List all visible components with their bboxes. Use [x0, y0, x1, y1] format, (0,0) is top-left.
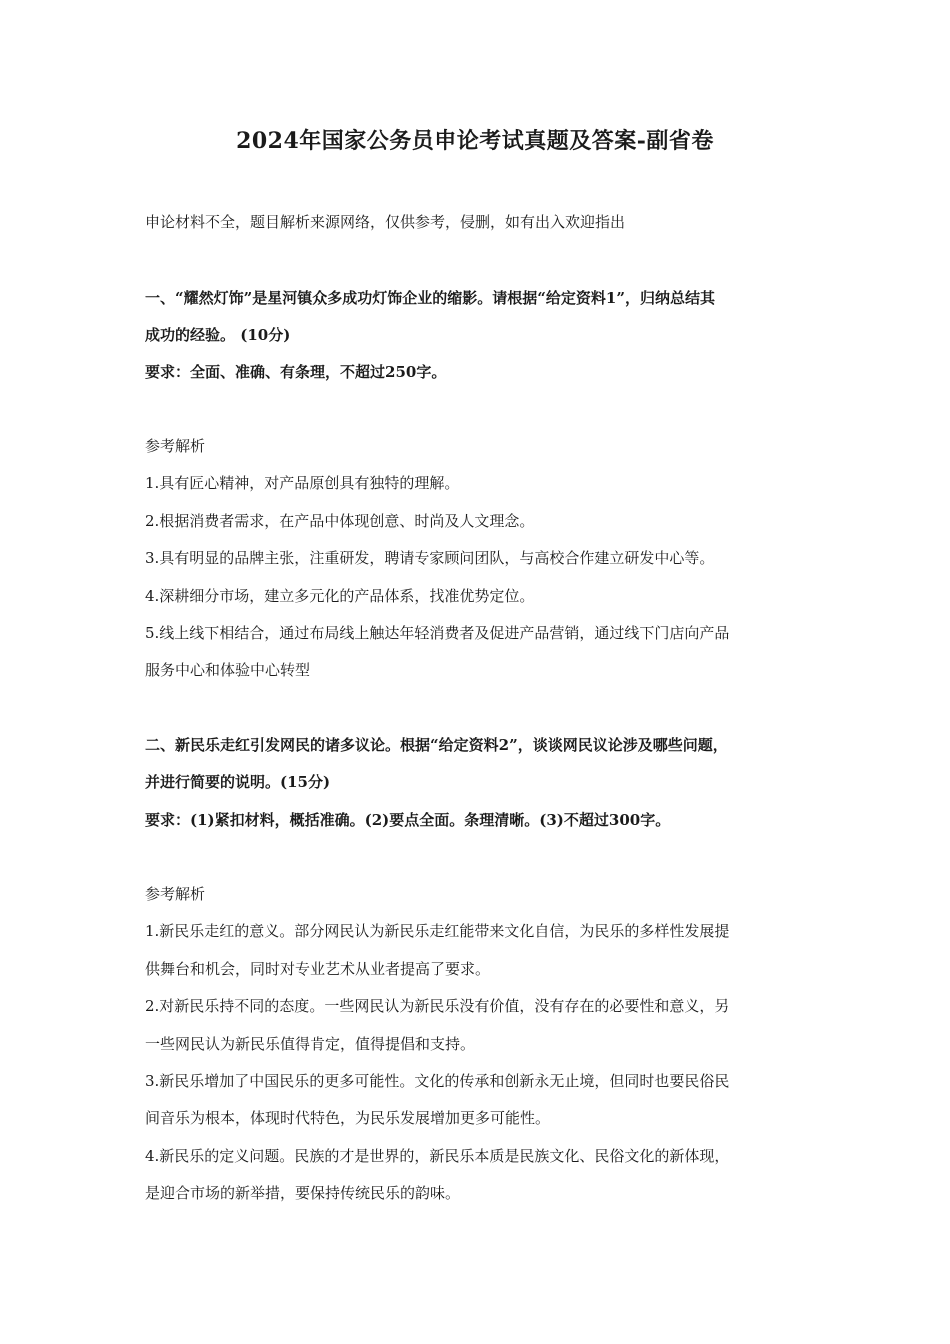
intro-note: 申论材料不全，题目解析来源网络，仅供参考，侵删，如有出入欢迎指出 — [145, 213, 626, 231]
answer-line: 一些网民认为新民乐值得肯定，值得提倡和支持。 — [145, 1035, 476, 1053]
answer-line: 是迎合市场的新举措，要保持传统民乐的韵味。 — [145, 1184, 461, 1202]
page-title: 2024年国家公务员申论考试真题及答案-副省卷 — [236, 128, 714, 154]
answer-line: 服务中心和体验中心转型 — [145, 661, 311, 679]
question-2-reference-label: 参考解析 — [145, 885, 206, 903]
question-2-line-1: 二、新民乐走红引发网民的诸多议论。根据“给定资料2”，谈谈网民议论涉及哪些问题， — [145, 736, 728, 754]
question-2-line-2: 并进行简要的说明。(15分) — [145, 773, 331, 791]
question-2-requirement: 要求：(1)紧扣材料，概括准确。(2)要点全面。条理清晰。(3)不超过300字。 — [145, 811, 671, 829]
answer-line: 3.具有明显的品牌主张，注重研发，聘请专家顾问团队，与高校合作建立研发中心等。 — [145, 549, 715, 567]
answer-line: 3.新民乐增加了中国民乐的更多可能性。文化的传承和创新永无止境，但同时也要民俗民 — [145, 1072, 730, 1090]
answer-line: 4.深耕细分市场，建立多元化的产品体系，找准优势定位。 — [145, 587, 535, 605]
answer-line: 4.新民乐的定义问题。民族的才是世界的，新民乐本质是民族文化、民俗文化的新体现， — [145, 1147, 730, 1165]
answer-line: 5.线上线下相结合，通过布局线上触达年轻消费者及促进产品营销，通过线下门店向产品 — [145, 624, 730, 642]
question-1-line-2: 成功的经验。 (10分) — [145, 326, 291, 344]
answer-line: 1.新民乐走红的意义。部分网民认为新民乐走红能带来文化自信，为民乐的多样性发展提 — [145, 922, 730, 940]
question-1-reference-label: 参考解析 — [145, 437, 206, 455]
question-1-requirement: 要求：全面、准确、有条理，不超过250字。 — [145, 363, 447, 381]
answer-line: 2.对新民乐持不同的态度。一些网民认为新民乐没有价值，没有存在的必要性和意义，另 — [145, 997, 730, 1015]
answer-line: 间音乐为根本，体现时代特色，为民乐发展增加更多可能性。 — [145, 1109, 551, 1127]
answer-line: 2.根据消费者需求，在产品中体现创意、时尚及人文理念。 — [145, 512, 535, 530]
answer-line: 供舞台和机会，同时对专业艺术从业者提高了要求。 — [145, 960, 491, 978]
answer-line: 1.具有匠心精神，对产品原创具有独特的理解。 — [145, 474, 460, 492]
question-1-line-1: 一、“耀然灯饰”是星河镇众多成功灯饰企业的缩影。请根据“给定资料1”，归纳总结其 — [145, 289, 715, 307]
